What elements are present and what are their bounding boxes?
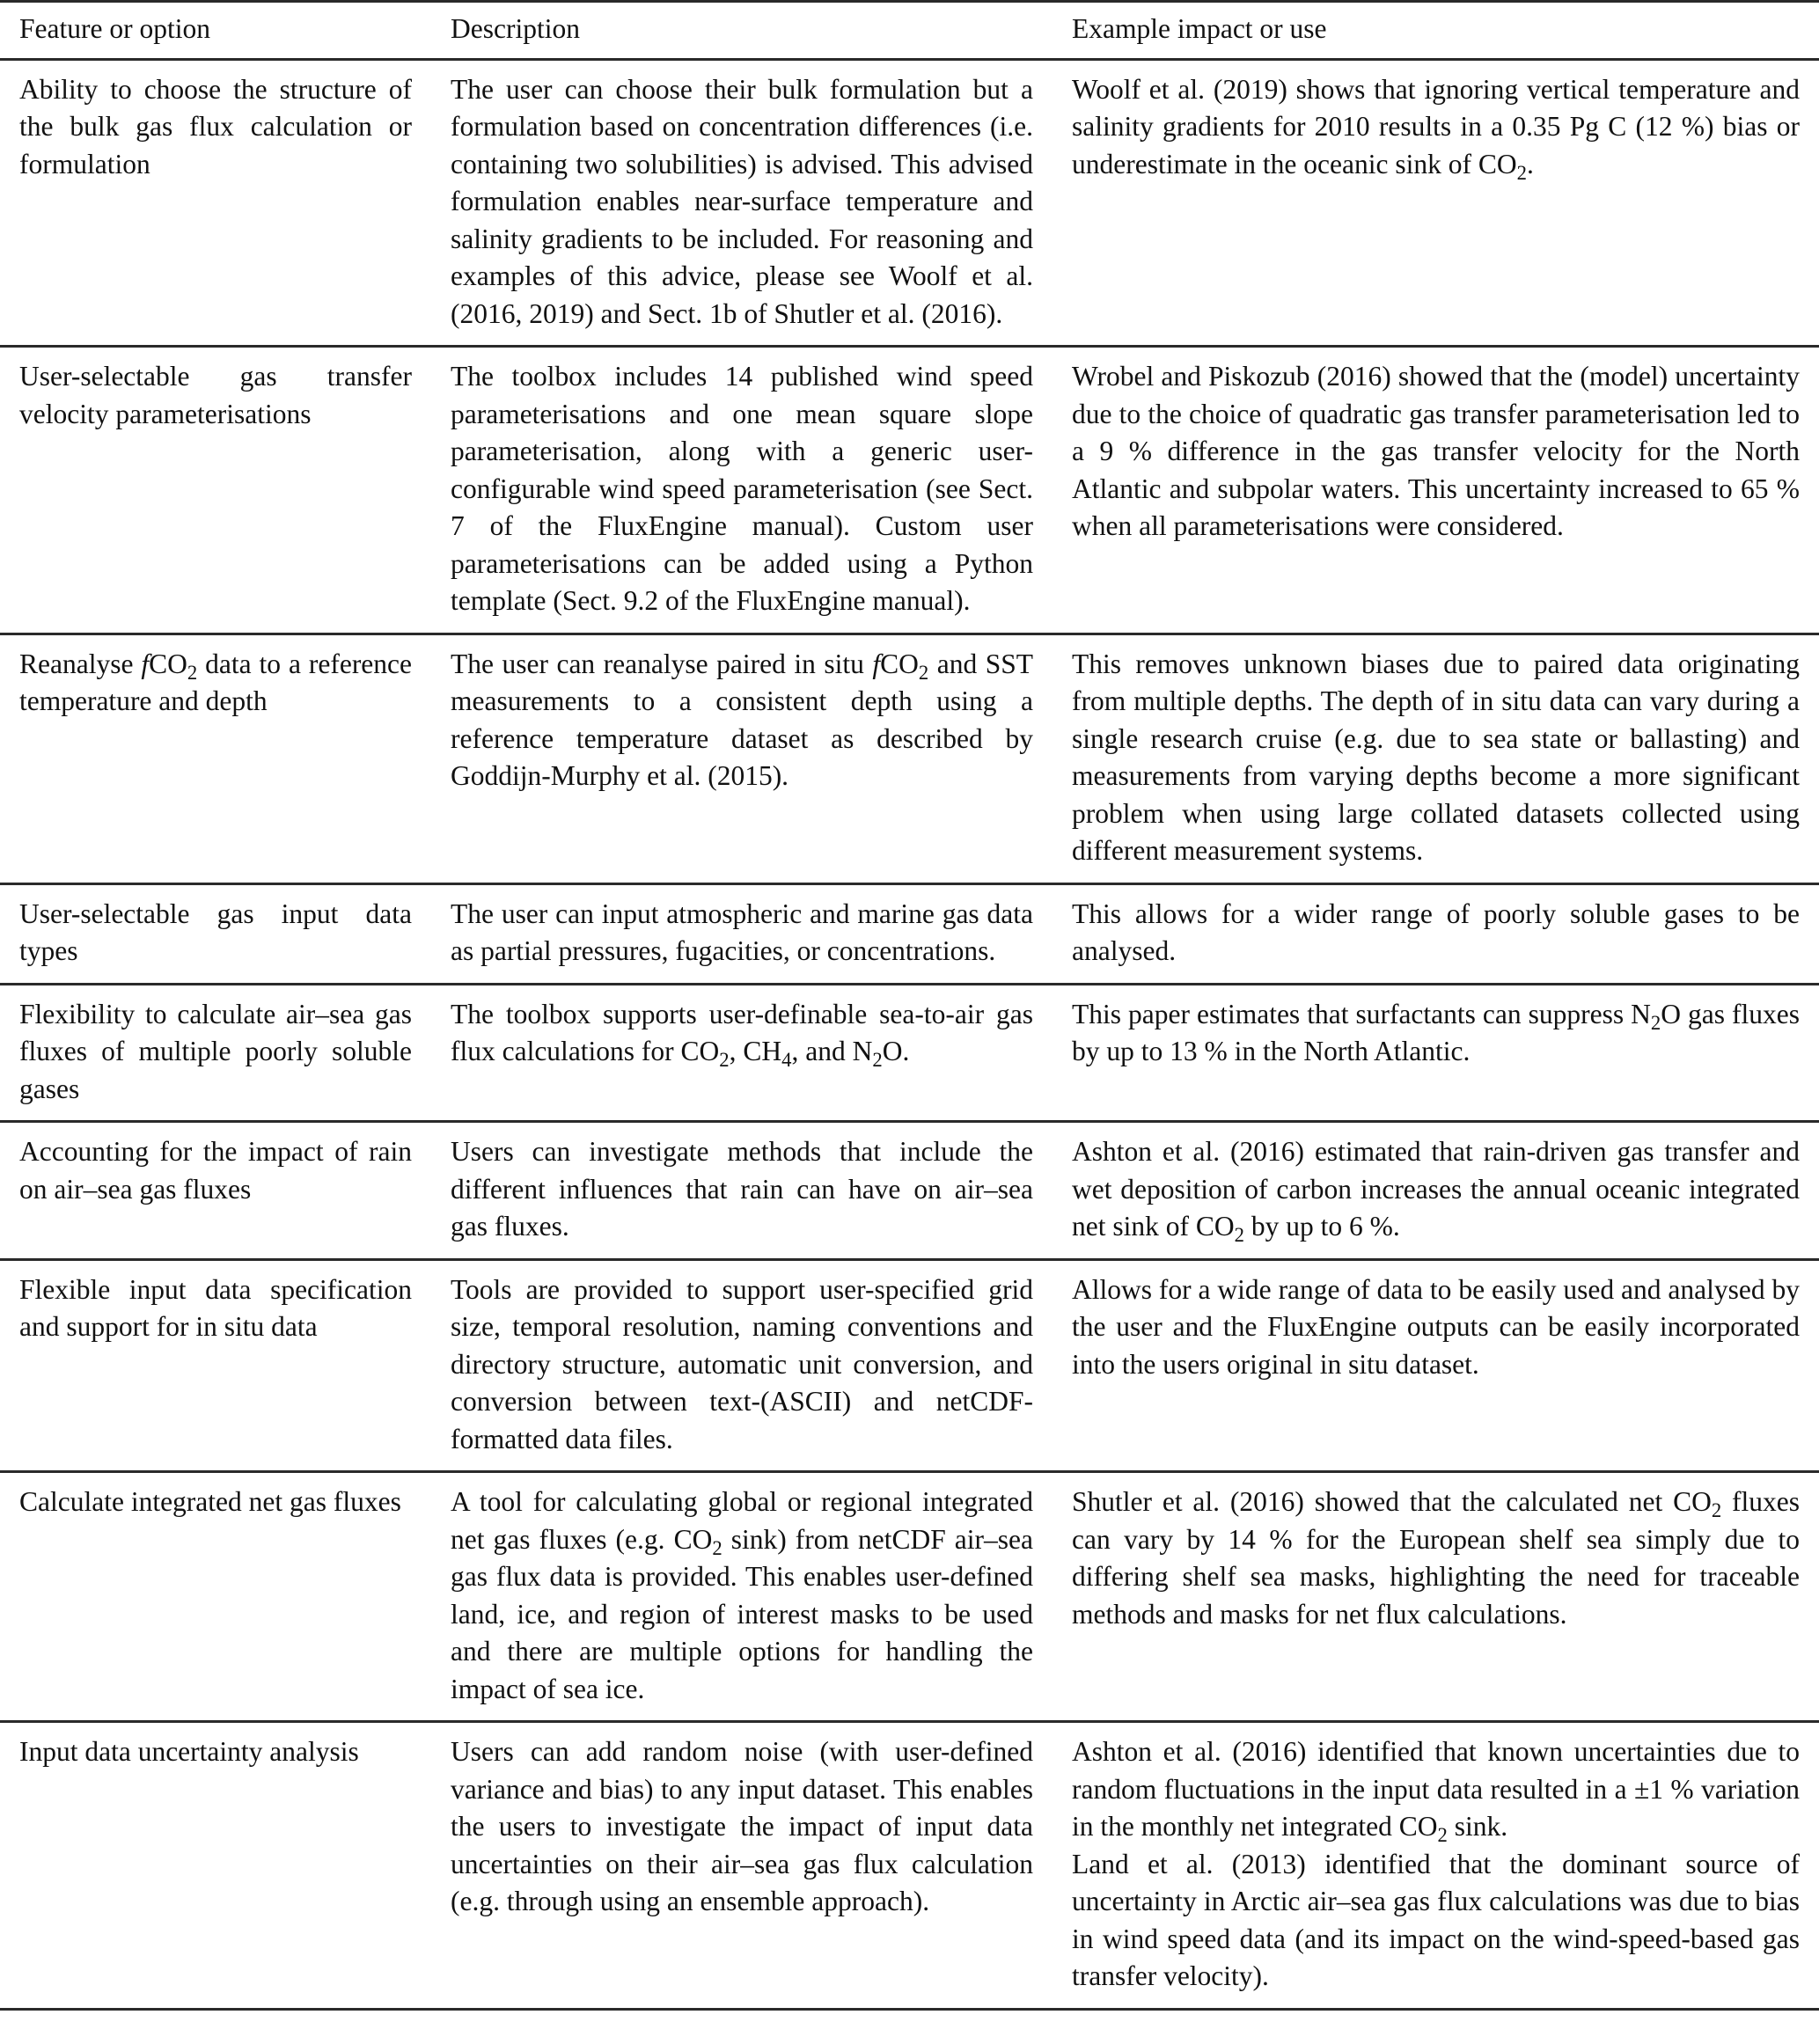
feature-cell: Ability to choose the structure of the bulk gas flux calculation or formulation — [0, 59, 431, 347]
impact-text: . — [1526, 148, 1534, 179]
description-text: O. — [882, 1036, 910, 1066]
description-cell: Tools are provided to support user-specified grid size, temporal resolution, naming conventions and directory structure, automatic unit conversion, and conversion between text-(ASCII) and netCDF-formatted data files. — [431, 1259, 1053, 1472]
subscript: 2 — [1234, 1223, 1244, 1246]
description-text: CO — [880, 648, 919, 679]
impact-text: by up to 6 %. — [1243, 1211, 1400, 1242]
impact-cell: Allows for a wide range of data to be easily used and analysed by the user and the FluxEngine outputs can be easily incorporated into the users original in situ dataset. — [1053, 1259, 1819, 1472]
feature-cell — [0, 634, 431, 883]
impact-text: Shutler et al. (2016) showed that the calculated net CO — [1072, 1486, 1712, 1517]
description-cell — [431, 1472, 1053, 1722]
feature-cell: Calculate integrated net gas fluxes — [0, 1472, 431, 1722]
description-cell — [431, 634, 1053, 883]
impact-cell — [1053, 1472, 1819, 1722]
impact-paragraph-2: Land et al. (2013) identified that the dominant source of uncertainty in Arctic air–sea gas flux calculations was due to bias in wind speed data (and its impact on the wind-speed-based gas transfer velocity). — [1072, 1848, 1800, 1991]
description-text: A tool for calculating global or regional integrated net gas fluxes (e.g. CO — [451, 1486, 1033, 1555]
table-row — [0, 59, 1819, 347]
impact-paragraph — [1072, 1733, 1800, 1846]
impact-cell — [1053, 59, 1819, 347]
subscript: 2 — [1437, 1823, 1448, 1846]
impact-text: O gas fluxes by up to 13 % in the North Atlantic. — [1072, 998, 1800, 1066]
feature-text: Reanalyse — [19, 648, 142, 679]
description-text: sink) from netCDF air–sea gas flux data is provided. This enables user-defined land, ice, and region of interest masks to be used and there are multiple options for handling the impact of sea ice. — [451, 1523, 1033, 1704]
feature-text: data to a reference temperature and depth — [19, 648, 412, 716]
feature-cell: User-selectable gas transfer velocity parameterisations — [0, 347, 431, 634]
table-row — [0, 1122, 1819, 1260]
table-row — [0, 1472, 1819, 1722]
subscript: 2 — [872, 1048, 883, 1071]
description-cell: Users can add random noise (with user-defined variance and bias) to any input dataset. This enables the users to investigate the impact of input data uncertainties on their air–sea gas flux calculation (e.g. through using an ensemble approach). — [431, 1722, 1053, 2010]
description-text: The user can reanalyse paired in situ — [451, 648, 873, 679]
italic-f: f — [141, 648, 150, 679]
header-description: Description — [431, 2, 1053, 60]
description-text: , and N — [791, 1036, 873, 1066]
impact-text: Ashton et al. (2016) identified that known uncertainties due to random fluctuations in the input data resulted in a ±1 % variation in the monthly net integrated CO — [1072, 1736, 1800, 1842]
header-row — [0, 2, 1819, 60]
subscript: 2 — [187, 661, 198, 684]
feature-cell: Flexible input data specification and support for in situ data — [0, 1259, 431, 1472]
subscript: 2 — [1711, 1498, 1722, 1521]
italic-f: f — [872, 648, 881, 679]
subscript: 2 — [719, 1048, 730, 1071]
subscript: 2 — [712, 1536, 722, 1559]
impact-text: fluxes can vary by 14 % for the European shelf sea simply due to differing shelf sea masks, highlighting the need for traceable methods and masks for net flux calculations. — [1072, 1486, 1801, 1630]
subscript: 2 — [918, 661, 929, 684]
feature-cell: Flexibility to calculate air–sea gas fluxes of multiple poorly soluble gases — [0, 984, 431, 1122]
impact-text: Ashton et al. (2016) estimated that rain-driven gas transfer and wet deposition of carbon increases the annual oceanic integrated net sink of CO — [1072, 1136, 1800, 1242]
description-text: The toolbox supports user-definable sea-to-air gas flux calculations for CO — [451, 998, 1033, 1066]
impact-text: Woolf et al. (2019) shows that ignoring vertical temperature and salinity gradients for 2010 results in a 0.35 Pg C (12 %) bias or underestimate in the oceanic sink of CO — [1072, 73, 1800, 179]
impact-text: sink. — [1447, 1811, 1508, 1842]
impact-cell: This removes unknown biases due to paired data originating from multiple depths. The depth of in situ data can vary during a single research cruise (e.g. due to sea state or ballasting) and measurements from varying depths become a more significant problem when using large collated datasets collected using different measurement systems. — [1053, 634, 1819, 883]
description-text: , CH — [729, 1036, 782, 1066]
impact-cell — [1053, 984, 1819, 1122]
impact-cell: Wrobel and Piskozub (2016) showed that the (model) uncertainty due to the choice of quadratic gas transfer parameterisation led to a 9 % difference in the gas transfer velocity for the North Atlantic and subpolar waters. This uncertainty increased to 65 % when all parameterisations were considered. — [1053, 347, 1819, 634]
description-cell: The user can choose their bulk formulation but a formulation based on concentration differences (i.e. containing two solubilities) is advised. This advised formulation enables near-surface temperature and salinity gradients to be included. For reasoning and examples of this advice, please see Woolf et al. (2016, 2019) and Sect. 1b of Shutler et al. (2016). — [431, 59, 1053, 347]
description-cell: The user can input atmospheric and marine gas data as partial pressures, fugacities, or concentrations. — [431, 883, 1053, 984]
impact-cell — [1053, 1122, 1819, 1260]
description-text: and SST measurements to a consistent depth using a reference temperature dataset as described by Goddijn-Murphy et al. (2015). — [451, 648, 1033, 791]
table-row — [0, 1259, 1819, 1472]
header-feature: Feature or option — [0, 2, 431, 60]
subscript: 2 — [1516, 161, 1527, 184]
impact-cell — [1053, 1722, 1819, 2010]
feature-text: CO — [149, 648, 187, 679]
description-cell: Users can investigate methods that include the different influences that rain can have on air–sea gas fluxes. — [431, 1122, 1053, 1260]
feature-cell: Input data uncertainty analysis — [0, 1722, 431, 2010]
table-row — [0, 634, 1819, 883]
header-impact: Example impact or use — [1053, 2, 1819, 60]
description-cell: The toolbox includes 14 published wind speed parameterisations and one mean square slope parameterisation, along with a generic user-configurable wind speed parameterisation (see Sect. 7 of the FluxEngine manual). Custom user parameterisations can be added using a Python template (Sect. 9.2 of the FluxEngine manual). — [431, 347, 1053, 634]
subscript: 4 — [781, 1048, 792, 1071]
impact-text: This paper estimates that surfactants can suppress N — [1072, 998, 1651, 1029]
feature-cell: Accounting for the impact of rain on air–sea gas fluxes — [0, 1122, 431, 1260]
table-row — [0, 883, 1819, 984]
table-row — [0, 984, 1819, 1122]
table-row — [0, 347, 1819, 634]
description-cell — [431, 984, 1053, 1122]
impact-cell: This allows for a wider range of poorly soluble gases to be analysed. — [1053, 883, 1819, 984]
subscript: 2 — [1650, 1011, 1661, 1034]
feature-cell: User-selectable gas input data types — [0, 883, 431, 984]
table-row — [0, 1722, 1819, 2010]
